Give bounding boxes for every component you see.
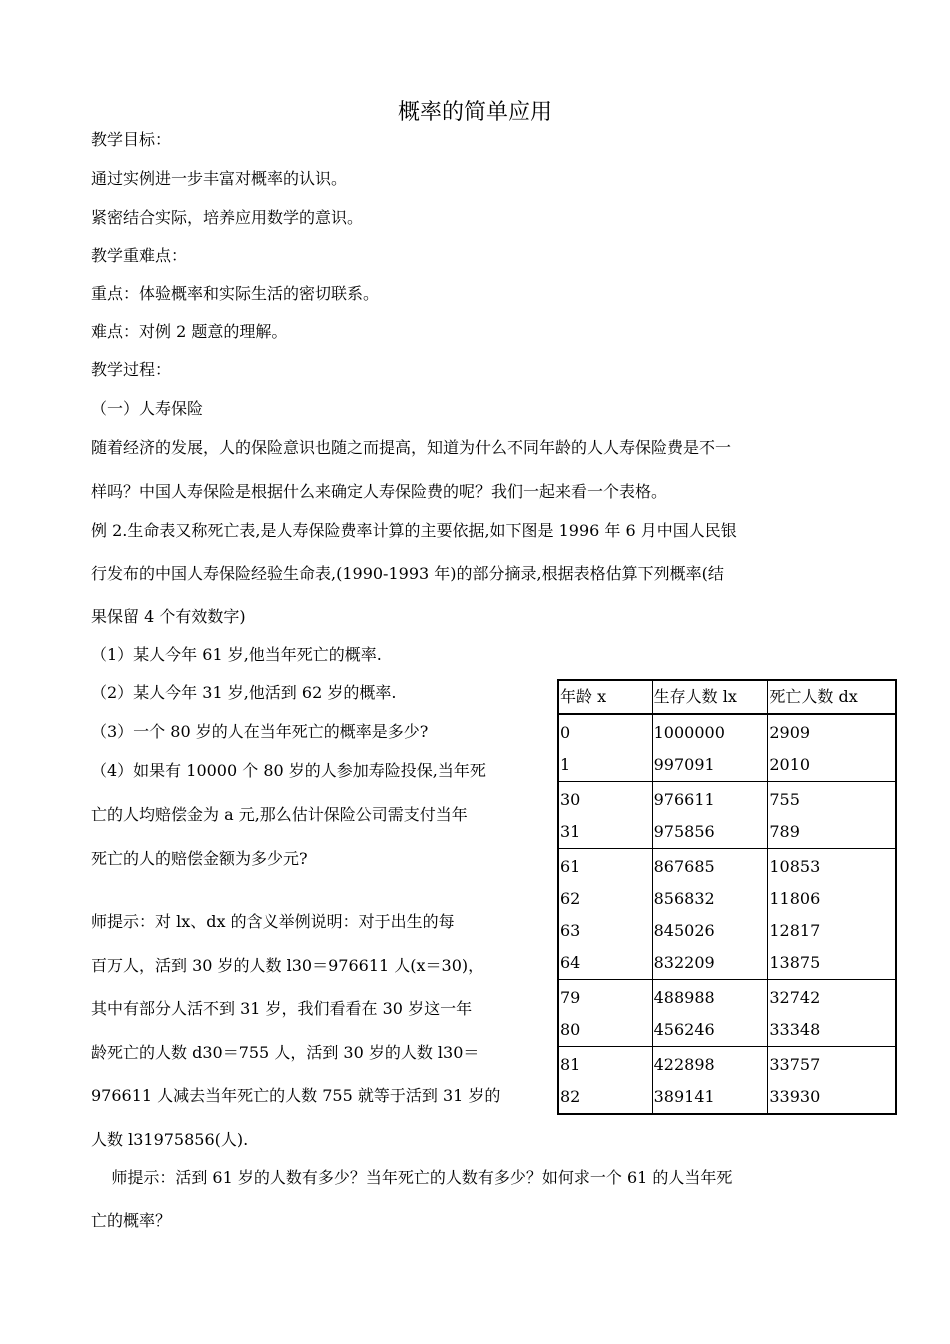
cell-age: 81 xyxy=(558,1047,652,1082)
cell-survivors: 976611 xyxy=(652,782,768,817)
table-row xyxy=(558,883,896,915)
cell-survivors: 845026 xyxy=(652,915,768,947)
question-1: （1）某人今年 61 岁,他当年死亡的概率. xyxy=(91,645,382,664)
table-row xyxy=(558,782,896,817)
intro-paragraph-line-2: 样吗？中国人寿保险是根据什么来确定人寿保险费的呢？我们一起来看一个表格。 xyxy=(91,482,668,501)
hint-line-1: 师提示：对 lx、dx 的含义举例说明：对于出生的每 xyxy=(91,912,455,931)
key-points-heading: 教学重难点： xyxy=(91,246,188,265)
cell-deaths: 10853 xyxy=(768,849,896,884)
cell-age: 79 xyxy=(558,980,652,1015)
life-table xyxy=(557,679,897,1115)
table-row xyxy=(558,816,896,849)
question-3: （3）一个 80 岁的人在当年死亡的概率是多少? xyxy=(91,722,429,741)
header-age: 年龄 x xyxy=(558,680,652,714)
cell-age: 31 xyxy=(558,816,652,849)
cell-age: 1 xyxy=(558,749,652,782)
table-row xyxy=(558,1081,896,1114)
cell-survivors: 456246 xyxy=(652,1014,768,1047)
example-line-3: 果保留 4 个有效数字) xyxy=(91,607,246,626)
cell-deaths: 13875 xyxy=(768,947,896,980)
goal-line-1: 通过实例进一步丰富对概率的认识。 xyxy=(91,169,348,188)
cell-survivors: 488988 xyxy=(652,980,768,1015)
cell-deaths: 12817 xyxy=(768,915,896,947)
cell-age: 82 xyxy=(558,1081,652,1114)
difficulty-line: 难点：对例 2 题意的理解。 xyxy=(91,322,288,341)
cell-age: 0 xyxy=(558,714,652,749)
process-heading: 教学过程： xyxy=(91,360,172,379)
key-point-line: 重点：体验概率和实际生活的密切联系。 xyxy=(91,284,380,303)
cell-age: 64 xyxy=(558,947,652,980)
hint-line-6: 人数 l31975856(人). xyxy=(91,1130,249,1149)
cell-survivors: 389141 xyxy=(652,1081,768,1114)
cell-deaths: 2909 xyxy=(768,714,896,749)
table-row xyxy=(558,980,896,1015)
table-row xyxy=(558,915,896,947)
hint2-line-2: 亡的概率？ xyxy=(91,1211,172,1230)
hint-line-5: 976611 人减去当年死亡的人数 755 就等于活到 31 岁的 xyxy=(91,1086,501,1105)
table-row xyxy=(558,849,896,884)
table-row xyxy=(558,1014,896,1047)
cell-age: 61 xyxy=(558,849,652,884)
hint-line-2: 百万人，活到 30 岁的人数 l30＝976611 人(x＝30)， xyxy=(91,956,485,975)
cell-survivors: 832209 xyxy=(652,947,768,980)
cell-deaths: 32742 xyxy=(768,980,896,1015)
question-4-line-1: （4）如果有 10000 个 80 岁的人参加寿险投保,当年死 xyxy=(91,761,486,780)
cell-deaths: 33757 xyxy=(768,1047,896,1082)
cell-deaths: 33930 xyxy=(768,1081,896,1114)
cell-survivors: 975856 xyxy=(652,816,768,849)
hint-line-3: 其中有部分人活不到 31 岁，我们看看在 30 岁这一年 xyxy=(91,999,473,1018)
table-row xyxy=(558,947,896,980)
section-heading: （一）人寿保险 xyxy=(91,399,204,418)
cell-deaths: 789 xyxy=(768,816,896,849)
example-line-2: 行发布的中国人寿保险经验生命表,(1990-1993 年)的部分摘录,根据表格估算下列概率(结 xyxy=(91,564,724,583)
cell-survivors: 422898 xyxy=(652,1047,768,1082)
hint-line-4: 龄死亡的人数 d30＝755 人，活到 30 岁的人数 l30＝ xyxy=(91,1043,480,1062)
cell-survivors: 997091 xyxy=(652,749,768,782)
goal-line-2: 紧密结合实际，培养应用数学的意识。 xyxy=(91,208,364,227)
header-deaths: 死亡人数 dx xyxy=(768,680,896,714)
cell-age: 63 xyxy=(558,915,652,947)
cell-age: 30 xyxy=(558,782,652,817)
cell-deaths: 2010 xyxy=(768,749,896,782)
cell-deaths: 33348 xyxy=(768,1014,896,1047)
teaching-goals-heading: 教学目标： xyxy=(91,130,172,149)
question-4-line-2: 亡的人均赔偿金为 a 元,那么估计保险公司需支付当年 xyxy=(91,805,468,824)
cell-age: 80 xyxy=(558,1014,652,1047)
intro-paragraph-line-1: 随着经济的发展，人的保险意识也随之而提高，知道为什么不同年龄的人人寿保险费是不一 xyxy=(91,438,732,457)
hint2-line-1: 师提示：活到 61 岁的人数有多少？当年死亡的人数有多少？如何求一个 61 的人当年死 xyxy=(91,1168,733,1187)
table-header-row xyxy=(558,680,896,714)
page-title: 概率的简单应用 xyxy=(397,100,552,125)
cell-deaths: 11806 xyxy=(768,883,896,915)
question-4-line-3: 死亡的人的赔偿金额为多少元? xyxy=(91,849,308,868)
cell-deaths: 755 xyxy=(768,782,896,817)
header-survivors: 生存人数 lx xyxy=(652,680,768,714)
example-line-1: 例 2.生命表又称死亡表,是人寿保险费率计算的主要依据,如下图是 1996 年 6 月中国人民银 xyxy=(91,521,737,540)
table-row xyxy=(558,714,896,749)
question-2: （2）某人今年 31 岁,他活到 62 岁的概率. xyxy=(91,683,397,702)
table-row xyxy=(558,749,896,782)
cell-survivors: 867685 xyxy=(652,849,768,884)
table-row xyxy=(558,1047,896,1082)
cell-survivors: 1000000 xyxy=(652,714,768,749)
cell-survivors: 856832 xyxy=(652,883,768,915)
cell-age: 62 xyxy=(558,883,652,915)
